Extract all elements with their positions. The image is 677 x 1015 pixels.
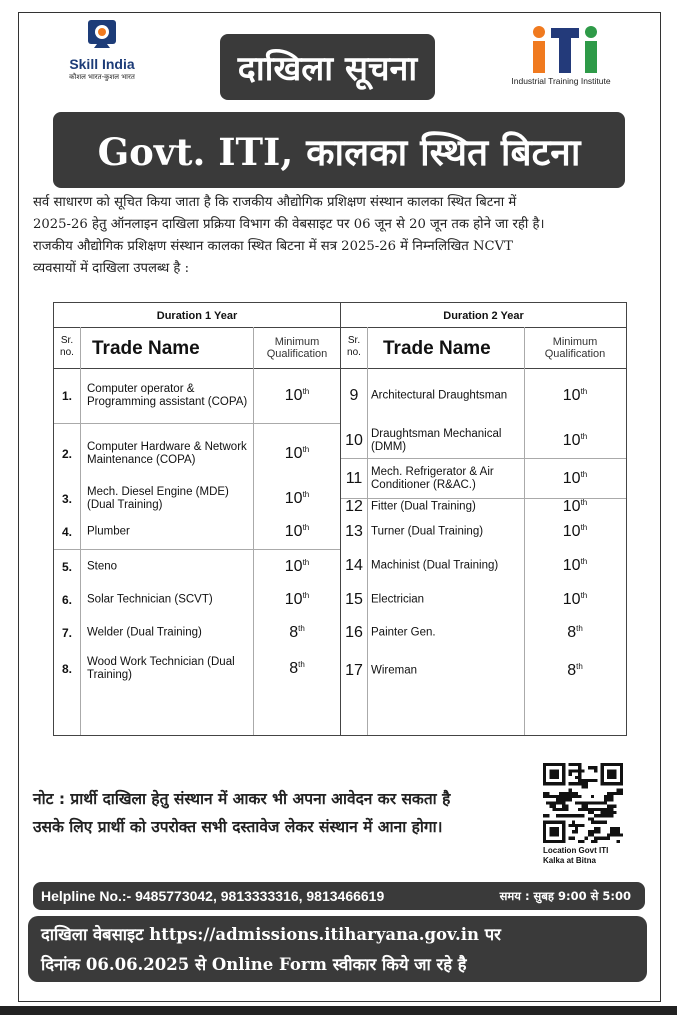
intro-line: राजकीय औद्योगिक प्रशिक्षण संस्थान कालका स्थित बिटना में सत्र 2025-26 में निम्नलिखित NCVT: [33, 239, 513, 254]
trade-name-header: Trade Name: [383, 338, 491, 359]
helpline-numbers: Helpline No.:- 9485773042, 9813333316, 9813466619: [41, 888, 385, 904]
table-row: [54, 549, 340, 583]
table-row: [54, 583, 340, 616]
qualification-suffix: th: [576, 623, 583, 633]
location-qr-code-icon[interactable]: [543, 763, 623, 843]
sr-no-cell: 1.: [61, 389, 72, 403]
qualification-value: 10: [562, 498, 581, 516]
qualification-suffix: th: [302, 557, 310, 567]
bottom-border: [0, 1006, 677, 1015]
qualification-cell: [253, 523, 341, 541]
iti-mark-icon: [502, 25, 620, 73]
sr-no-cell: 16: [345, 624, 363, 641]
qualification-cell: [524, 590, 626, 608]
duration-1-year-label: Duration 1 Year: [156, 310, 238, 322]
duration-2-year-section: [341, 303, 626, 735]
sr-no-cell: 10: [345, 431, 363, 449]
qualification-suffix: th: [580, 497, 588, 507]
helpline-bar: [33, 882, 645, 910]
qualification-value: 10: [562, 387, 581, 405]
qualification-value: 10: [562, 557, 581, 575]
table-row: [341, 650, 626, 691]
qr-caption-line: Kalka at Bitna: [543, 856, 596, 865]
iti-logo-text: Industrial Training Institute: [511, 76, 611, 86]
qualification-cell: [253, 387, 341, 405]
sr-no-cell: 4.: [61, 525, 72, 539]
table-row: [341, 458, 626, 498]
sr-no-cell: 5.: [61, 559, 72, 574]
qualification-value: 10: [284, 557, 303, 575]
table-header: [54, 327, 340, 369]
qualification-suffix: th: [580, 522, 588, 532]
trade-name-cell: Solar Technician (SCVT): [87, 593, 213, 605]
table-row: [341, 515, 626, 549]
qualification-value: 8: [289, 659, 299, 677]
qualification-cell: [253, 444, 341, 462]
qualification-suffix: th: [298, 623, 305, 633]
table-header: [341, 327, 626, 369]
intro-line: 2025-26 हेतु ऑनलाइन दाखिला प्रक्रिया विभाग की वेबसाइट पर 06 जून से 20 जून तक होने जा रही है।: [33, 217, 545, 232]
sr-no-cell: 2.: [61, 446, 72, 461]
qualification-cell: [524, 498, 626, 516]
qr-caption: [543, 846, 653, 866]
trade-name-header: Trade Name: [92, 338, 200, 359]
qualification-value: 8: [567, 661, 577, 679]
trade-name-cell: Welder (Dual Training): [87, 626, 202, 639]
table-row: [341, 616, 626, 650]
qualification-cell: [253, 590, 341, 608]
qualification-cell: [253, 490, 341, 508]
admission-website-banner: [28, 916, 647, 982]
trade-name-cell: Painter Gen.: [371, 626, 436, 639]
qualification-cell: [524, 387, 626, 405]
sr-no-cell: 6.: [61, 592, 72, 607]
qualification-cell: [524, 431, 626, 449]
qualification-suffix: th: [302, 522, 310, 532]
sr-no-cell: 15: [345, 590, 363, 608]
sr-no-header: Sr. no.: [60, 335, 74, 358]
trade-name-cell: Fitter (Dual Training): [371, 500, 476, 513]
qualification-suffix: th: [302, 489, 310, 499]
office-timing: समय : सुबह 9:00 से 5:00: [499, 888, 631, 903]
qualification-cell: [253, 659, 341, 677]
table-row: [54, 483, 340, 515]
sr-no-cell: 17: [345, 661, 363, 679]
table-row: [54, 650, 340, 687]
note-line: उसके लिए प्रार्थी को उपरोक्त सभी दस्तावेज लेकर संस्थान में आना होगा।: [33, 818, 443, 836]
skill-india-tagline: कौशल भारत-कुशल भारत: [69, 73, 135, 81]
table-row: [54, 369, 340, 423]
qualification-suffix: th: [298, 659, 305, 669]
qualification-value: 10: [284, 523, 303, 541]
trade-name-cell: Computer Hardware & Network Maintenance (COPA): [87, 440, 247, 466]
skill-india-title: Skill India: [69, 56, 135, 72]
trade-name-cell: Turner (Dual Training): [371, 525, 484, 538]
intro-paragraph: [33, 192, 645, 280]
trade-name-cell: Wireman: [371, 664, 418, 676]
qualification-value: 10: [284, 444, 303, 462]
qualification-value: 10: [284, 590, 303, 608]
qualification-suffix: th: [580, 556, 588, 566]
admission-notice-heading: दाखिला सूचना: [220, 34, 435, 100]
qualification-value: 10: [562, 523, 581, 541]
note-line: नोट : प्रार्थी दाखिला हेतु संस्थान में आकर भी अपना आवेदन कर सकता है: [33, 790, 451, 808]
sr-no-cell: 8.: [61, 661, 72, 676]
table-row: [54, 515, 340, 549]
qr-caption-line: Location Govt ITI: [543, 846, 609, 855]
trade-name-cell: Wood Work Technician (Dual Training): [87, 655, 235, 681]
iti-logo: [502, 25, 620, 86]
qualification-value: 8: [289, 624, 299, 642]
qualification-suffix: th: [580, 431, 588, 441]
table-row: [341, 423, 626, 458]
intro-line: सर्व साधारण को सूचित किया जाता है कि राजकीय औद्योगिक प्रशिक्षण संस्थान कालका स्थित बिटना में: [33, 195, 517, 210]
skill-india-emblem-icon: [85, 18, 119, 52]
intro-line: व्यवसायों में दाखिला उपलब्ध है :: [33, 261, 190, 276]
trade-name-cell: Mech. Refrigerator & Air Conditioner (R&AC.): [371, 465, 494, 491]
trade-name-cell: Architectural Draughtsman: [371, 389, 508, 402]
qualification-suffix: th: [302, 386, 310, 396]
qualification-value: 10: [562, 431, 581, 449]
qualification-cell: [524, 523, 626, 541]
qualification-value: 8: [567, 624, 577, 642]
trade-name-cell: Computer operator & Programming assistant (COPA): [87, 383, 248, 408]
trade-name-cell: Mech. Diesel Engine (MDE) (Dual Training): [87, 486, 229, 511]
qualification-suffix: th: [580, 590, 588, 600]
table-row: [54, 423, 340, 483]
qualification-value: 10: [562, 590, 581, 608]
trade-name-cell: Plumber: [87, 525, 130, 538]
duration-2-year-label: Duration 2 Year: [443, 310, 524, 322]
trade-name-cell: Draughtsman Mechanical (DMM): [371, 427, 502, 453]
qualification-value: 10: [284, 490, 303, 508]
table-row: [341, 549, 626, 583]
qualification-cell: [524, 661, 626, 679]
sr-no-cell: 14: [345, 557, 363, 574]
sr-no-cell: 9: [349, 387, 359, 404]
sr-no-cell: 13: [345, 523, 363, 540]
qualification-cell: [524, 557, 626, 575]
sr-no-cell: 3.: [61, 492, 72, 506]
qualification-cell: [253, 624, 341, 642]
trade-name-cell: Electrician: [371, 593, 425, 605]
form-date-line: दिनांक 06.06.2025 से Online Form स्वीकार किये जा रहे है: [41, 955, 467, 974]
skill-india-logo: [52, 18, 152, 82]
qualification-suffix: th: [580, 469, 588, 479]
trade-name-cell: Steno: [87, 560, 118, 572]
table-row: [341, 369, 626, 423]
table-row: [341, 583, 626, 616]
qualification-suffix: th: [576, 661, 583, 671]
qualification-cell: [524, 624, 626, 642]
website-line: दाखिला वेबसाइट https://admissions.itiharyana.gov.in पर: [41, 925, 501, 944]
qualification-suffix: th: [302, 444, 310, 454]
note-text: [33, 785, 533, 841]
sr-no-cell: 7.: [61, 626, 72, 640]
qualification-value: 10: [562, 469, 581, 487]
sr-no-header: Sr. no.: [347, 335, 361, 358]
sr-no-cell: 11: [345, 469, 363, 487]
qualification-value: 10: [284, 387, 303, 405]
table-row: [54, 616, 340, 650]
min-qualification-header: Minimum Qualification: [544, 336, 606, 360]
min-qualification-header: Minimum Qualification: [266, 336, 328, 360]
qualification-suffix: th: [580, 386, 588, 396]
institute-title-banner: Govt. ITI, कालका स्थित बिटना: [53, 112, 625, 188]
duration-1-year-section: [54, 303, 341, 735]
qualification-cell: [253, 557, 341, 575]
sr-no-cell: 12: [345, 498, 363, 515]
trade-name-cell: Machinist (Dual Training): [371, 559, 499, 572]
table-row: [341, 498, 626, 515]
trade-table: [53, 302, 627, 736]
qualification-cell: [524, 469, 626, 487]
qualification-suffix: th: [302, 590, 310, 600]
